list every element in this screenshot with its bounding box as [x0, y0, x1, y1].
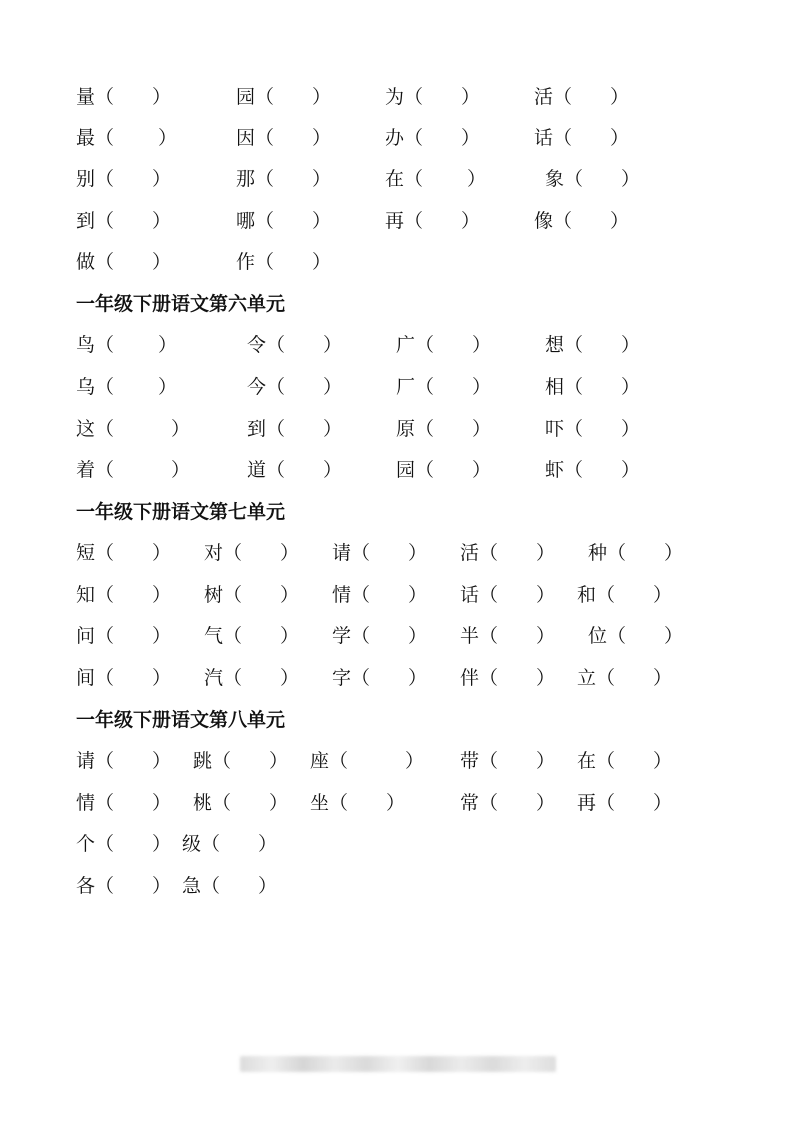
- character: 立: [577, 667, 597, 689]
- answer-blank: （ ）: [596, 750, 673, 772]
- unit6-row-2: [0, 372, 793, 402]
- answer-blank: （ ）: [351, 584, 428, 606]
- character: 请: [332, 542, 352, 564]
- answer-blank: （ ）: [266, 459, 343, 481]
- word-cell: [204, 663, 299, 693]
- character: 哪: [236, 210, 256, 232]
- answer-blank: （ ）: [479, 542, 556, 564]
- unit8-row-4: [0, 871, 793, 901]
- character: 汽: [204, 667, 224, 689]
- answer-blank: （ ）: [564, 168, 641, 190]
- word-cell: [332, 580, 427, 610]
- unit7-row-4: [0, 663, 793, 693]
- unit5-row-4: [0, 206, 793, 236]
- answer-blank: （ ）: [223, 625, 300, 647]
- character: 办: [385, 127, 405, 149]
- word-cell: [396, 372, 491, 402]
- answer-blank: （ ）: [95, 875, 172, 897]
- word-cell: [396, 414, 491, 444]
- answer-blank: （ ）: [564, 334, 641, 356]
- word-cell: [76, 247, 171, 277]
- unit6-heading: 一年级下册语文第六单元: [76, 293, 286, 315]
- character: 做: [76, 251, 96, 273]
- word-cell: [236, 247, 331, 277]
- unit5-row-5: [0, 247, 793, 277]
- word-cell: [236, 164, 331, 194]
- character: 量: [76, 86, 96, 108]
- answer-blank: （ ）: [553, 210, 630, 232]
- word-cell: [577, 746, 672, 776]
- answer-blank: （ ）: [564, 418, 641, 440]
- answer-blank: （ ）: [351, 667, 428, 689]
- unit7-row-1: [0, 538, 793, 568]
- answer-blank: （ ）: [223, 667, 300, 689]
- answer-blank: （ ）: [255, 86, 332, 108]
- answer-blank: （ ）: [553, 86, 630, 108]
- word-cell: [236, 206, 331, 236]
- answer-blank: （ ）: [596, 584, 673, 606]
- answer-blank: （ ）: [553, 127, 630, 149]
- answer-blank: （ ）: [479, 667, 556, 689]
- character: 象: [545, 168, 565, 190]
- character: 短: [76, 542, 96, 564]
- word-cell: [385, 82, 480, 112]
- character: 常: [460, 792, 480, 814]
- word-cell: [545, 164, 640, 194]
- word-cell: [332, 538, 427, 568]
- answer-blank: （ ）: [266, 418, 343, 440]
- word-cell: [76, 164, 171, 194]
- character: 活: [460, 542, 480, 564]
- character: 吓: [545, 418, 565, 440]
- word-cell: [534, 206, 629, 236]
- answer-blank: （ ）: [95, 459, 191, 481]
- character: 园: [396, 459, 416, 481]
- character: 伴: [460, 667, 480, 689]
- answer-blank: （ ）: [95, 542, 172, 564]
- word-cell: [182, 871, 277, 901]
- character: 各: [76, 875, 96, 897]
- character: 活: [534, 86, 554, 108]
- answer-blank: （ ）: [404, 127, 481, 149]
- answer-blank: （ ）: [607, 542, 684, 564]
- character: 到: [247, 418, 267, 440]
- word-cell: [76, 829, 171, 859]
- unit7-row-2: [0, 580, 793, 610]
- answer-blank: （ ）: [95, 750, 172, 772]
- character: 最: [76, 127, 96, 149]
- character: 像: [534, 210, 554, 232]
- character: 间: [76, 667, 96, 689]
- word-cell: [76, 82, 171, 112]
- blurred-footer-watermark: [240, 1056, 556, 1072]
- word-cell: [545, 414, 640, 444]
- answer-blank: （ ）: [351, 625, 428, 647]
- character: 相: [545, 376, 565, 398]
- unit6-row-1: [0, 330, 793, 360]
- word-cell: [76, 871, 171, 901]
- word-cell: [460, 538, 555, 568]
- word-cell: [460, 663, 555, 693]
- character: 请: [76, 750, 96, 772]
- answer-blank: （ ）: [223, 542, 300, 564]
- word-cell: [385, 206, 480, 236]
- word-cell: [76, 580, 171, 610]
- word-cell: [460, 621, 555, 651]
- word-cell: [577, 663, 672, 693]
- answer-blank: （ ）: [329, 792, 406, 814]
- answer-blank: （ ）: [415, 418, 492, 440]
- answer-blank: （ ）: [415, 334, 492, 356]
- character: 话: [460, 584, 480, 606]
- word-cell: [332, 663, 427, 693]
- word-cell: [460, 746, 555, 776]
- answer-blank: （ ）: [212, 792, 289, 814]
- word-cell: [588, 621, 683, 651]
- character: 这: [76, 418, 96, 440]
- word-cell: [76, 621, 171, 651]
- character: 情: [76, 792, 96, 814]
- word-cell: [577, 580, 672, 610]
- character: 原: [396, 418, 416, 440]
- unit8-row-2: [0, 788, 793, 818]
- word-cell: [534, 82, 629, 112]
- word-cell: [76, 538, 171, 568]
- word-cell: [460, 788, 555, 818]
- character: 着: [76, 459, 96, 481]
- answer-blank: （ ）: [404, 168, 487, 190]
- word-cell: [534, 123, 629, 153]
- character: 再: [385, 210, 405, 232]
- character: 学: [332, 625, 352, 647]
- character: 种: [588, 542, 608, 564]
- answer-blank: （ ）: [95, 334, 178, 356]
- word-cell: [577, 788, 672, 818]
- answer-blank: （ ）: [95, 667, 172, 689]
- word-cell: [193, 788, 288, 818]
- answer-blank: （ ）: [201, 875, 278, 897]
- answer-blank: （ ）: [564, 376, 641, 398]
- answer-blank: （ ）: [479, 750, 556, 772]
- character: 乌: [76, 376, 96, 398]
- answer-blank: （ ）: [95, 127, 178, 149]
- character: 半: [460, 625, 480, 647]
- unit8-heading: 一年级下册语文第八单元: [76, 709, 286, 731]
- answer-blank: （ ）: [479, 584, 556, 606]
- character: 那: [236, 168, 256, 190]
- word-cell: [76, 455, 190, 485]
- character: 作: [236, 251, 256, 273]
- unit7-row-3: [0, 621, 793, 651]
- character: 到: [76, 210, 96, 232]
- answer-blank: （ ）: [404, 210, 481, 232]
- character: 问: [76, 625, 96, 647]
- character: 坐: [310, 792, 330, 814]
- character: 道: [247, 459, 267, 481]
- word-cell: [545, 330, 640, 360]
- character: 个: [76, 833, 96, 855]
- character: 急: [182, 875, 202, 897]
- word-cell: [76, 206, 171, 236]
- answer-blank: （ ）: [223, 584, 300, 606]
- unit6-row-4: [0, 455, 793, 485]
- word-cell: [182, 829, 277, 859]
- character: 跳: [193, 750, 213, 772]
- word-cell: [385, 123, 480, 153]
- word-cell: [310, 788, 405, 818]
- word-cell: [204, 621, 299, 651]
- answer-blank: （ ）: [95, 210, 172, 232]
- word-cell: [76, 414, 190, 444]
- answer-blank: （ ）: [95, 833, 172, 855]
- word-cell: [396, 455, 491, 485]
- character: 话: [534, 127, 554, 149]
- word-cell: [247, 455, 342, 485]
- character: 为: [385, 86, 405, 108]
- answer-blank: （ ）: [564, 459, 641, 481]
- unit5-row-3: [0, 164, 793, 194]
- answer-blank: （ ）: [596, 792, 673, 814]
- character: 再: [577, 792, 597, 814]
- word-cell: [76, 330, 177, 360]
- character: 园: [236, 86, 256, 108]
- word-cell: [247, 414, 342, 444]
- word-cell: [76, 746, 171, 776]
- word-cell: [247, 330, 342, 360]
- answer-blank: （ ）: [479, 792, 556, 814]
- unit7-heading: 一年级下册语文第七单元: [76, 501, 286, 523]
- unit5-row-2: [0, 123, 793, 153]
- character: 带: [460, 750, 480, 772]
- word-cell: [460, 580, 555, 610]
- character: 桃: [193, 792, 213, 814]
- answer-blank: （ ）: [351, 542, 428, 564]
- word-cell: [76, 372, 177, 402]
- answer-blank: （ ）: [596, 667, 673, 689]
- answer-blank: （ ）: [95, 251, 172, 273]
- character: 广: [396, 334, 416, 356]
- answer-blank: （ ）: [255, 127, 332, 149]
- answer-blank: （ ）: [255, 251, 332, 273]
- answer-blank: （ ）: [479, 625, 556, 647]
- word-cell: [247, 372, 342, 402]
- character: 鸟: [76, 334, 96, 356]
- character: 令: [247, 334, 267, 356]
- answer-blank: （ ）: [95, 792, 172, 814]
- character: 对: [204, 542, 224, 564]
- character: 位: [588, 625, 608, 647]
- answer-blank: （ ）: [95, 584, 172, 606]
- word-cell: [396, 330, 491, 360]
- answer-blank: （ ）: [201, 833, 278, 855]
- unit6-row-3: [0, 414, 793, 444]
- character: 和: [577, 584, 597, 606]
- answer-blank: （ ）: [95, 418, 191, 440]
- answer-blank: （ ）: [266, 376, 343, 398]
- word-cell: [332, 621, 427, 651]
- answer-blank: （ ）: [255, 168, 332, 190]
- character: 别: [76, 168, 96, 190]
- character: 虾: [545, 459, 565, 481]
- character: 厂: [396, 376, 416, 398]
- answer-blank: （ ）: [95, 168, 172, 190]
- character: 情: [332, 584, 352, 606]
- word-cell: [588, 538, 683, 568]
- unit8-row-3: [0, 829, 793, 859]
- unit5-row-1: [0, 82, 793, 112]
- character: 在: [577, 750, 597, 772]
- word-cell: [76, 788, 171, 818]
- word-cell: [236, 82, 331, 112]
- character: 知: [76, 584, 96, 606]
- answer-blank: （ ）: [404, 86, 481, 108]
- word-cell: [236, 123, 331, 153]
- word-cell: [545, 372, 640, 402]
- answer-blank: （ ）: [95, 376, 178, 398]
- character: 字: [332, 667, 352, 689]
- answer-blank: （ ）: [95, 625, 172, 647]
- answer-blank: （ ）: [266, 334, 343, 356]
- character: 级: [182, 833, 202, 855]
- character: 因: [236, 127, 256, 149]
- character: 在: [385, 168, 405, 190]
- answer-blank: （ ）: [607, 625, 684, 647]
- character: 座: [310, 750, 330, 772]
- answer-blank: （ ）: [212, 750, 289, 772]
- answer-blank: （ ）: [415, 459, 492, 481]
- word-cell: [76, 663, 171, 693]
- word-cell: [76, 123, 177, 153]
- word-cell: [385, 164, 486, 194]
- word-cell: [204, 580, 299, 610]
- answer-blank: （ ）: [255, 210, 332, 232]
- character: 气: [204, 625, 224, 647]
- answer-blank: （ ）: [329, 750, 425, 772]
- answer-blank: （ ）: [95, 86, 172, 108]
- word-cell: [193, 746, 288, 776]
- word-cell: [204, 538, 299, 568]
- unit8-row-1: [0, 746, 793, 776]
- word-cell: [310, 746, 424, 776]
- character: 想: [545, 334, 565, 356]
- answer-blank: （ ）: [415, 376, 492, 398]
- word-cell: [545, 455, 640, 485]
- character: 树: [204, 584, 224, 606]
- character: 今: [247, 376, 267, 398]
